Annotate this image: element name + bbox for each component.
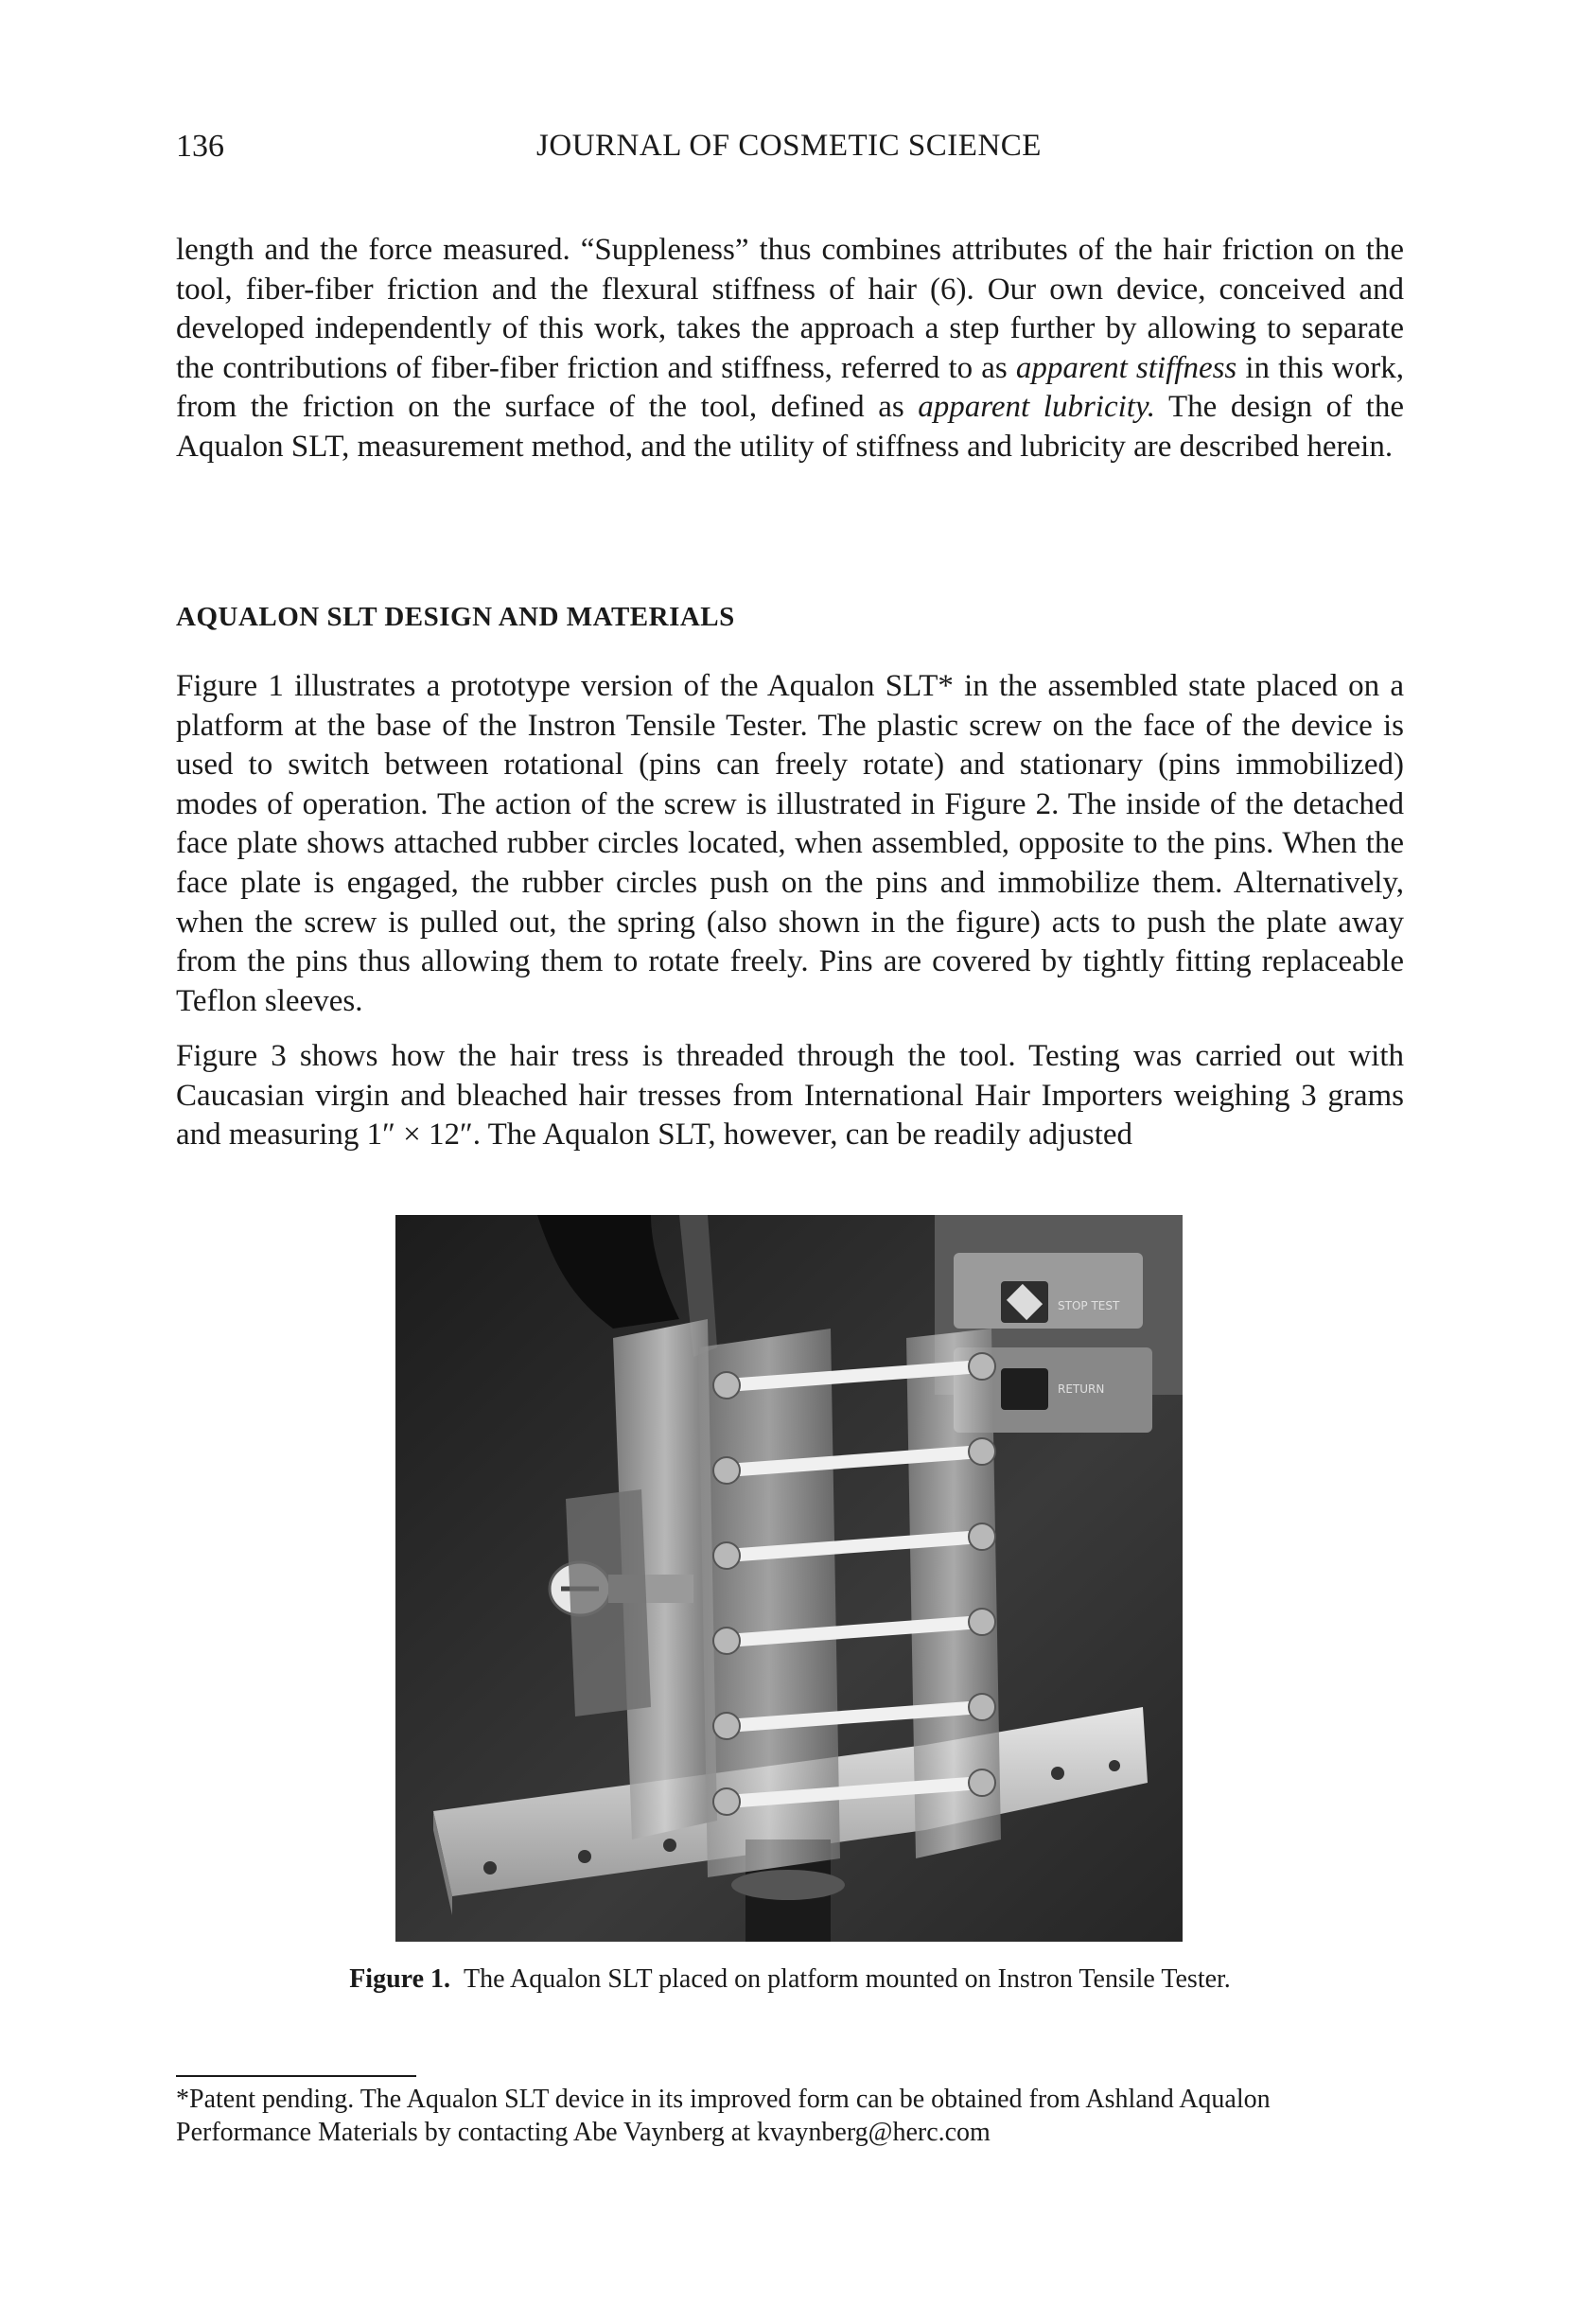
running-header [176,129,1402,176]
section-paragraph-1: Figure 1 illustrates a prototype version of the Aqualon SLT* in the assembled state placed on a platform at the base of the Instron Tensile Tester. The plastic screw on the face of the device is used to switch between rotational (pins can freely rotate) and stationary (pins immobilized) modes of operation. The action of the screw is illustrated in Figure 2. The inside of the detached face plate shows attached rubber circles located, when assembled, opposite to the pins. When the face plate is engaged, the rubber circles push on the pins and immobilize them. Alternatively, when the screw is pulled out, the spring (also shown in the figure) acts to push the plate away from the pins thus allowing them to rotate freely. Pins are covered by tightly fitting replaceable Teflon sleeves. [176,669,1404,1018]
intro-text-3: The design of the Aqualon SLT, measurement method, and the utility of stiffness and lubricity are described herein. [176,390,1404,464]
figure-caption [176,1964,1404,1995]
term-apparent-lubricity: apparent lubricity. [918,390,1156,425]
journal-title: JOURNAL OF COSMETIC SCIENCE [536,129,1042,163]
intro-text-2: in this work, from the friction on the surface of the tool, defined as [176,350,1405,425]
return-label: RETURN [1058,1382,1105,1396]
stop-test-label: STOP TEST [1058,1299,1120,1312]
section-paragraph-2: Figure 3 shows how the hair tress is threaded through the tool. Testing was carried out with Caucasian virgin and bleached hair tresses from International Hair Importers weighing 3 grams and measuring 1″ × 12″. The Aqualon SLT, however, can be readily adjusted [176,1039,1404,1153]
figure-1-photo [395,1215,1183,1942]
footnote: *Patent pending. The Aqualon SLT device in its improved form can be obtained from Ashland Aqualon Performance Materials by contacting Abe Vaynberg at kvaynberg@herc.com [176,2085,1271,2147]
footnote-divider [176,2075,416,2077]
page-number: 136 [176,129,224,164]
figure-label: Figure 1. [349,1964,450,1994]
device-photo-illustration [395,1215,1183,1942]
intro-paragraph [176,231,1404,467]
intro-text-1: length and the force measured. “Suppleness” thus combines attributes of the hair friction on the tool, fiber-fiber friction and the flexural stiffness of hair (6). Our own device, conceived and developed independently of this work, takes the approach a step further by allowing to separate the contributions of fiber-fiber friction and stiffness, referred to as [176,233,1404,385]
section-heading: AQUALON SLT DESIGN AND MATERIALS [176,602,735,632]
figure-caption-text: The Aqualon SLT placed on platform mounted on Instron Tensile Tester. [464,1964,1231,1994]
term-apparent-stiffness: apparent stiffness [1015,350,1237,385]
return-button [1001,1368,1048,1410]
